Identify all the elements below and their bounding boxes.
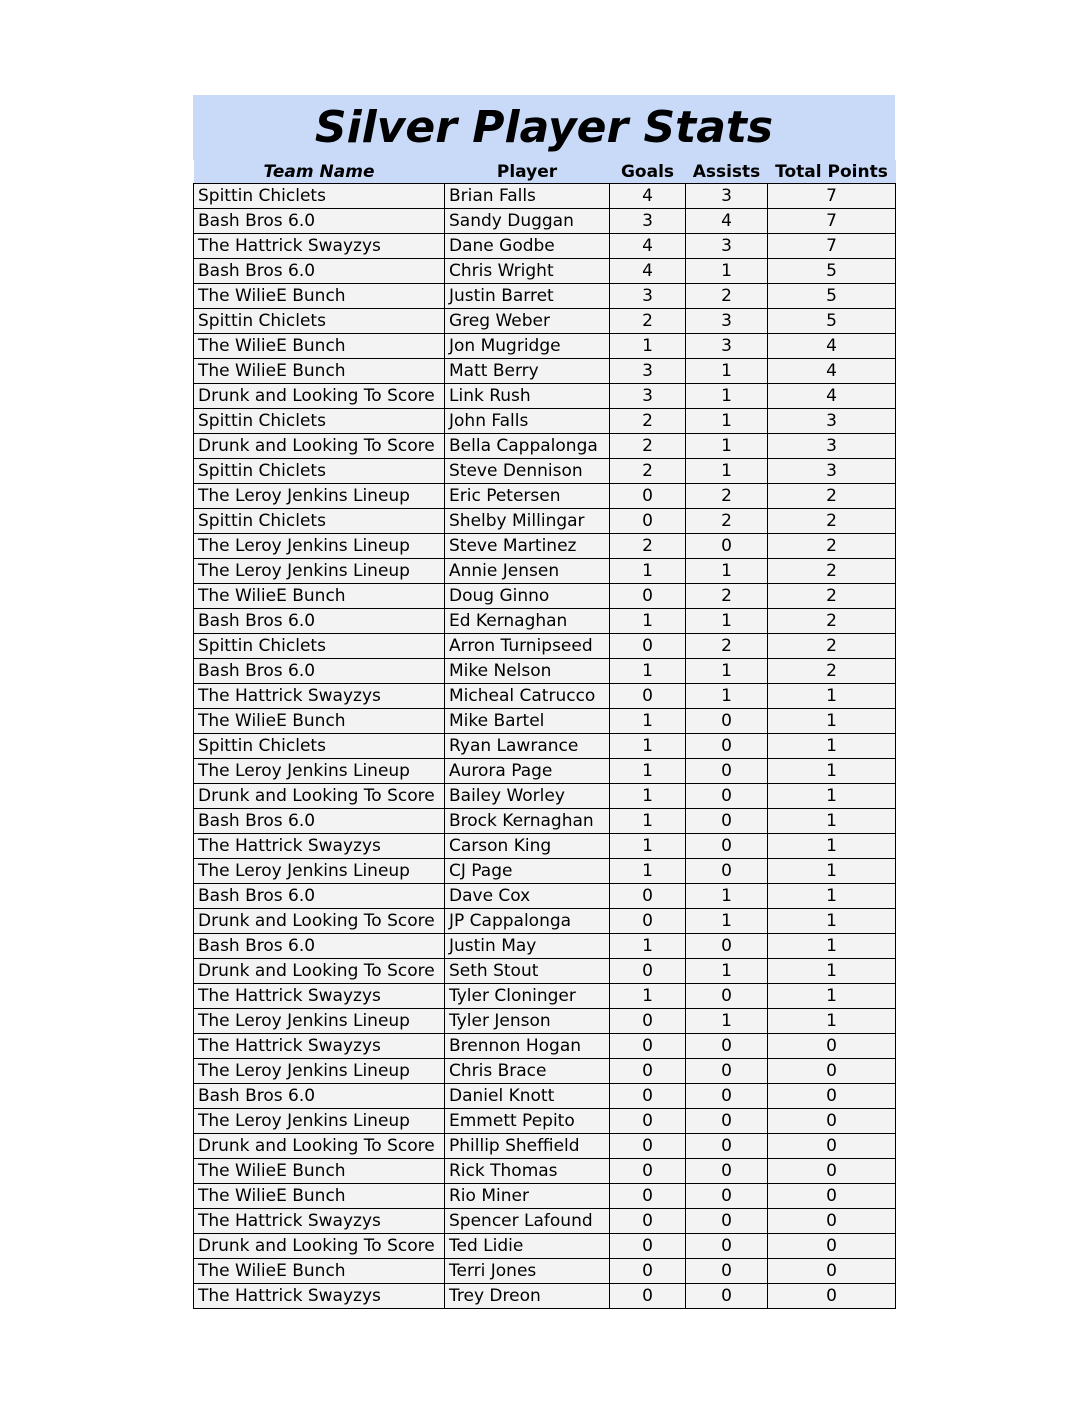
assists-cell[interactable]: 0 [686, 1034, 768, 1059]
team-cell[interactable]: Bash Bros 6.0 [194, 884, 445, 909]
table-row [194, 509, 896, 534]
total-points-cell[interactable]: 2 [768, 534, 896, 559]
table-row [194, 1109, 896, 1134]
team-cell[interactable]: The WilieE Bunch [194, 1259, 445, 1284]
table-row [194, 209, 896, 234]
stats-table [193, 160, 896, 1309]
table-row [194, 859, 896, 884]
player-cell[interactable]: Bella Cappalonga [445, 434, 610, 459]
assists-cell[interactable]: 1 [686, 259, 768, 284]
table-row [194, 1059, 896, 1084]
player-cell[interactable]: Tyler Jenson [445, 1009, 610, 1034]
assists-cell[interactable]: 0 [686, 934, 768, 959]
goals-cell[interactable]: 0 [610, 484, 686, 509]
table-row [194, 1234, 896, 1259]
table-row [194, 434, 896, 459]
team-cell[interactable]: The WilieE Bunch [194, 1159, 445, 1184]
assists-cell[interactable]: 3 [686, 234, 768, 259]
player-cell[interactable]: Tyler Cloninger [445, 984, 610, 1009]
player-cell[interactable]: Chris Wright [445, 259, 610, 284]
assists-cell[interactable]: 1 [686, 609, 768, 634]
player-cell[interactable]: Ted Lidie [445, 1234, 610, 1259]
team-cell[interactable]: The Leroy Jenkins Lineup [194, 559, 445, 584]
player-cell[interactable]: Brennon Hogan [445, 1034, 610, 1059]
goals-cell[interactable]: 1 [610, 784, 686, 809]
goals-cell[interactable]: 4 [610, 184, 686, 209]
team-cell[interactable]: The WilieE Bunch [194, 584, 445, 609]
team-cell[interactable]: Drunk and Looking To Score [194, 784, 445, 809]
goals-cell[interactable]: 0 [610, 1259, 686, 1284]
team-cell[interactable]: The Leroy Jenkins Lineup [194, 484, 445, 509]
total-points-cell[interactable]: 1 [768, 759, 896, 784]
team-cell[interactable]: Spittin Chiclets [194, 309, 445, 334]
goals-cell[interactable]: 2 [610, 434, 686, 459]
assists-cell[interactable]: 0 [686, 784, 768, 809]
header-row [194, 160, 896, 184]
assists-cell[interactable]: 0 [686, 1234, 768, 1259]
assists-cell[interactable]: 2 [686, 634, 768, 659]
goals-cell[interactable]: 1 [610, 859, 686, 884]
team-cell[interactable]: Spittin Chiclets [194, 509, 445, 534]
goals-cell[interactable]: 0 [610, 584, 686, 609]
player-cell[interactable]: Ryan Lawrance [445, 734, 610, 759]
team-cell[interactable]: The Hattrick Swayzys [194, 1034, 445, 1059]
player-cell[interactable]: Daniel Knott [445, 1084, 610, 1109]
table-row [194, 659, 896, 684]
goals-cell[interactable]: 0 [610, 684, 686, 709]
goals-cell[interactable]: 1 [610, 659, 686, 684]
player-cell[interactable]: Spencer Lafound [445, 1209, 610, 1234]
player-cell[interactable]: Dave Cox [445, 884, 610, 909]
total-points-cell[interactable]: 1 [768, 809, 896, 834]
team-cell[interactable]: The Hattrick Swayzys [194, 984, 445, 1009]
team-cell[interactable]: Drunk and Looking To Score [194, 959, 445, 984]
table-row [194, 484, 896, 509]
table-row [194, 959, 896, 984]
team-cell[interactable]: The Leroy Jenkins Lineup [194, 1009, 445, 1034]
total-points-cell[interactable]: 5 [768, 259, 896, 284]
team-cell[interactable]: Bash Bros 6.0 [194, 659, 445, 684]
total-points-cell[interactable]: 2 [768, 659, 896, 684]
total-points-cell[interactable]: 0 [768, 1134, 896, 1159]
goals-cell[interactable]: 1 [610, 709, 686, 734]
table-row [194, 284, 896, 309]
total-points-cell[interactable]: 1 [768, 984, 896, 1009]
table-row [194, 1184, 896, 1209]
table-row [194, 759, 896, 784]
team-cell[interactable]: The WilieE Bunch [194, 1184, 445, 1209]
assists-cell[interactable]: 1 [686, 384, 768, 409]
stats-sheet [193, 95, 895, 1309]
player-cell[interactable]: Mike Bartel [445, 709, 610, 734]
total-points-cell[interactable]: 0 [768, 1234, 896, 1259]
team-cell[interactable]: The Leroy Jenkins Lineup [194, 759, 445, 784]
total-points-cell[interactable]: 1 [768, 909, 896, 934]
player-cell[interactable]: Shelby Millingar [445, 509, 610, 534]
team-cell[interactable]: Drunk and Looking To Score [194, 384, 445, 409]
player-cell[interactable]: Doug Ginno [445, 584, 610, 609]
total-points-cell[interactable]: 1 [768, 709, 896, 734]
team-cell[interactable]: The WilieE Bunch [194, 359, 445, 384]
team-cell[interactable]: The Leroy Jenkins Lineup [194, 1059, 445, 1084]
total-points-cell[interactable]: 1 [768, 1009, 896, 1034]
total-points-cell[interactable]: 2 [768, 584, 896, 609]
assists-cell[interactable]: 3 [686, 184, 768, 209]
player-cell[interactable]: Steve Dennison [445, 459, 610, 484]
assists-cell[interactable]: 1 [686, 884, 768, 909]
team-cell[interactable]: Bash Bros 6.0 [194, 809, 445, 834]
team-cell[interactable]: Bash Bros 6.0 [194, 259, 445, 284]
table-row [194, 1209, 896, 1234]
player-cell[interactable]: Mike Nelson [445, 659, 610, 684]
assists-cell[interactable]: 2 [686, 484, 768, 509]
player-cell[interactable]: Ed Kernaghan [445, 609, 610, 634]
total-points-cell[interactable]: 0 [768, 1034, 896, 1059]
team-cell[interactable]: Spittin Chiclets [194, 184, 445, 209]
player-cell[interactable]: Bailey Worley [445, 784, 610, 809]
assists-cell[interactable]: 0 [686, 859, 768, 884]
goals-cell[interactable]: 0 [610, 1109, 686, 1134]
table-row [194, 309, 896, 334]
table-row [194, 559, 896, 584]
team-cell[interactable]: Bash Bros 6.0 [194, 609, 445, 634]
player-cell[interactable]: Brian Falls [445, 184, 610, 209]
goals-cell[interactable]: 0 [610, 509, 686, 534]
table-row [194, 1134, 896, 1159]
table-row [194, 834, 896, 859]
team-cell[interactable]: Spittin Chiclets [194, 409, 445, 434]
total-points-cell[interactable]: 7 [768, 234, 896, 259]
assists-cell[interactable]: 0 [686, 1059, 768, 1084]
goals-cell[interactable]: 2 [610, 309, 686, 334]
assists-cell[interactable]: 0 [686, 1284, 768, 1309]
assists-cell[interactable]: 2 [686, 284, 768, 309]
assists-cell[interactable]: 2 [686, 584, 768, 609]
goals-cell[interactable]: 0 [610, 1009, 686, 1034]
goals-cell[interactable]: 0 [610, 959, 686, 984]
total-points-cell[interactable]: 4 [768, 384, 896, 409]
goals-cell[interactable]: 1 [610, 559, 686, 584]
total-points-cell[interactable]: 3 [768, 434, 896, 459]
goals-cell[interactable]: 1 [610, 759, 686, 784]
total-points-cell[interactable]: 2 [768, 509, 896, 534]
total-points-cell[interactable]: 1 [768, 784, 896, 809]
total-points-cell[interactable]: 1 [768, 959, 896, 984]
table-row [194, 709, 896, 734]
player-cell[interactable]: Aurora Page [445, 759, 610, 784]
player-cell[interactable]: Justin May [445, 934, 610, 959]
team-cell[interactable]: The Hattrick Swayzys [194, 234, 445, 259]
assists-cell[interactable]: 1 [686, 909, 768, 934]
player-cell[interactable]: Brock Kernaghan [445, 809, 610, 834]
assists-cell[interactable]: 4 [686, 209, 768, 234]
table-row [194, 884, 896, 909]
total-points-cell[interactable]: 0 [768, 1084, 896, 1109]
goals-cell[interactable]: 3 [610, 384, 686, 409]
player-cell[interactable]: Emmett Pepito [445, 1109, 610, 1134]
assists-cell[interactable]: 0 [686, 1184, 768, 1209]
goals-cell[interactable]: 1 [610, 734, 686, 759]
table-row [194, 809, 896, 834]
assists-cell[interactable]: 2 [686, 509, 768, 534]
total-points-cell[interactable]: 4 [768, 334, 896, 359]
goals-cell[interactable]: 0 [610, 1209, 686, 1234]
assists-cell[interactable]: 0 [686, 734, 768, 759]
player-cell[interactable]: Justin Barret [445, 284, 610, 309]
team-cell[interactable]: Drunk and Looking To Score [194, 1134, 445, 1159]
total-points-cell[interactable]: 1 [768, 859, 896, 884]
goals-cell[interactable]: 1 [610, 334, 686, 359]
assists-cell[interactable]: 1 [686, 959, 768, 984]
total-points-cell[interactable]: 0 [768, 1059, 896, 1084]
table-row [194, 1284, 896, 1309]
goals-cell[interactable]: 0 [610, 1234, 686, 1259]
assists-cell[interactable]: 0 [686, 1159, 768, 1184]
total-points-cell[interactable]: 2 [768, 609, 896, 634]
page-title: Silver Player Stats [193, 95, 895, 160]
table-row [194, 384, 896, 409]
goals-cell[interactable]: 1 [610, 609, 686, 634]
goals-cell[interactable]: 1 [610, 984, 686, 1009]
table-row [194, 784, 896, 809]
team-cell[interactable]: Drunk and Looking To Score [194, 434, 445, 459]
total-points-cell[interactable]: 3 [768, 459, 896, 484]
player-cell[interactable]: Sandy Duggan [445, 209, 610, 234]
table-row [194, 334, 896, 359]
total-points-cell[interactable]: 0 [768, 1159, 896, 1184]
goals-cell[interactable]: 2 [610, 534, 686, 559]
player-cell[interactable]: John Falls [445, 409, 610, 434]
goals-cell[interactable]: 0 [610, 1084, 686, 1109]
total-points-cell[interactable]: 1 [768, 734, 896, 759]
column-header-assists: Assists [686, 160, 768, 184]
column-header-goals: Goals [610, 160, 686, 184]
assists-cell[interactable]: 1 [686, 434, 768, 459]
assists-cell[interactable]: 1 [686, 409, 768, 434]
team-cell[interactable]: The WilieE Bunch [194, 334, 445, 359]
column-header-player: Player [445, 160, 610, 184]
assists-cell[interactable]: 0 [686, 1109, 768, 1134]
assists-cell[interactable]: 0 [686, 709, 768, 734]
assists-cell[interactable]: 0 [686, 1084, 768, 1109]
table-row [194, 1084, 896, 1109]
assists-cell[interactable]: 1 [686, 359, 768, 384]
goals-cell[interactable]: 0 [610, 634, 686, 659]
total-points-cell[interactable]: 0 [768, 1184, 896, 1209]
team-cell[interactable]: Drunk and Looking To Score [194, 909, 445, 934]
table-row [194, 234, 896, 259]
table-row [194, 534, 896, 559]
goals-cell[interactable]: 0 [610, 1134, 686, 1159]
player-cell[interactable]: CJ Page [445, 859, 610, 884]
goals-cell[interactable]: 0 [610, 909, 686, 934]
player-cell[interactable]: Matt Berry [445, 359, 610, 384]
goals-cell[interactable]: 3 [610, 359, 686, 384]
assists-cell[interactable]: 0 [686, 759, 768, 784]
table-row [194, 359, 896, 384]
table-row [194, 984, 896, 1009]
table-row [194, 684, 896, 709]
assists-cell[interactable]: 0 [686, 809, 768, 834]
player-cell[interactable]: Dane Godbe [445, 234, 610, 259]
total-points-cell[interactable]: 1 [768, 834, 896, 859]
goals-cell[interactable]: 0 [610, 1159, 686, 1184]
table-row [194, 734, 896, 759]
table-row [194, 609, 896, 634]
team-cell[interactable]: The WilieE Bunch [194, 284, 445, 309]
assists-cell[interactable]: 1 [686, 659, 768, 684]
goals-cell[interactable]: 0 [610, 1284, 686, 1309]
total-points-cell[interactable]: 2 [768, 559, 896, 584]
table-row [194, 909, 896, 934]
goals-cell[interactable]: 0 [610, 884, 686, 909]
column-header-total-points: Total Points [768, 160, 896, 184]
table-row [194, 634, 896, 659]
assists-cell[interactable]: 0 [686, 1259, 768, 1284]
team-cell[interactable]: The WilieE Bunch [194, 709, 445, 734]
player-cell[interactable]: Seth Stout [445, 959, 610, 984]
goals-cell[interactable]: 4 [610, 234, 686, 259]
total-points-cell[interactable]: 0 [768, 1209, 896, 1234]
total-points-cell[interactable]: 5 [768, 284, 896, 309]
assists-cell[interactable]: 0 [686, 984, 768, 1009]
team-cell[interactable]: Spittin Chiclets [194, 459, 445, 484]
assists-cell[interactable]: 1 [686, 684, 768, 709]
total-points-cell[interactable]: 2 [768, 484, 896, 509]
table-row [194, 1034, 896, 1059]
team-cell[interactable]: The Hattrick Swayzys [194, 684, 445, 709]
team-cell[interactable]: The Hattrick Swayzys [194, 834, 445, 859]
table-row [194, 584, 896, 609]
player-cell[interactable]: Arron Turnipseed [445, 634, 610, 659]
total-points-cell[interactable]: 0 [768, 1259, 896, 1284]
column-header-team: Team Name [194, 160, 445, 184]
total-points-cell[interactable]: 1 [768, 934, 896, 959]
player-cell[interactable]: Chris Brace [445, 1059, 610, 1084]
table-row [194, 184, 896, 209]
total-points-cell[interactable]: 0 [768, 1109, 896, 1134]
player-cell[interactable]: Phillip Sheffield [445, 1134, 610, 1159]
goals-cell[interactable]: 2 [610, 409, 686, 434]
player-cell[interactable]: Terri Jones [445, 1259, 610, 1284]
total-points-cell[interactable]: 1 [768, 684, 896, 709]
total-points-cell[interactable]: 0 [768, 1284, 896, 1309]
player-cell[interactable]: Link Rush [445, 384, 610, 409]
goals-cell[interactable]: 1 [610, 809, 686, 834]
player-cell[interactable]: Steve Martinez [445, 534, 610, 559]
total-points-cell[interactable]: 7 [768, 184, 896, 209]
team-cell[interactable]: The Hattrick Swayzys [194, 1284, 445, 1309]
player-cell[interactable]: Greg Weber [445, 309, 610, 334]
assists-cell[interactable]: 1 [686, 459, 768, 484]
team-cell[interactable]: Bash Bros 6.0 [194, 209, 445, 234]
goals-cell[interactable]: 0 [610, 1034, 686, 1059]
player-cell[interactable]: Micheal Catrucco [445, 684, 610, 709]
team-cell[interactable]: Bash Bros 6.0 [194, 934, 445, 959]
team-cell[interactable]: The Leroy Jenkins Lineup [194, 1109, 445, 1134]
player-cell[interactable]: Trey Dreon [445, 1284, 610, 1309]
assists-cell[interactable]: 0 [686, 1209, 768, 1234]
player-cell[interactable]: Eric Petersen [445, 484, 610, 509]
player-cell[interactable]: Annie Jensen [445, 559, 610, 584]
total-points-cell[interactable]: 7 [768, 209, 896, 234]
assists-cell[interactable]: 1 [686, 559, 768, 584]
table-body [194, 184, 896, 1309]
total-points-cell[interactable]: 5 [768, 309, 896, 334]
goals-cell[interactable]: 1 [610, 834, 686, 859]
goals-cell[interactable]: 0 [610, 1184, 686, 1209]
team-cell[interactable]: The Leroy Jenkins Lineup [194, 859, 445, 884]
team-cell[interactable]: The Hattrick Swayzys [194, 1209, 445, 1234]
goals-cell[interactable]: 3 [610, 209, 686, 234]
player-cell[interactable]: Jon Mugridge [445, 334, 610, 359]
assists-cell[interactable]: 0 [686, 1134, 768, 1159]
assists-cell[interactable]: 1 [686, 1009, 768, 1034]
team-cell[interactable]: Bash Bros 6.0 [194, 1084, 445, 1109]
assists-cell[interactable]: 3 [686, 334, 768, 359]
goals-cell[interactable]: 3 [610, 284, 686, 309]
total-points-cell[interactable]: 2 [768, 634, 896, 659]
player-cell[interactable]: Rick Thomas [445, 1159, 610, 1184]
player-cell[interactable]: JP Cappalonga [445, 909, 610, 934]
goals-cell[interactable]: 1 [610, 934, 686, 959]
team-cell[interactable]: Spittin Chiclets [194, 634, 445, 659]
player-cell[interactable]: Rio Miner [445, 1184, 610, 1209]
team-cell[interactable]: Drunk and Looking To Score [194, 1234, 445, 1259]
goals-cell[interactable]: 2 [610, 459, 686, 484]
goals-cell[interactable]: 4 [610, 259, 686, 284]
total-points-cell[interactable]: 4 [768, 359, 896, 384]
table-row [194, 1159, 896, 1184]
table-row [194, 1009, 896, 1034]
assists-cell[interactable]: 0 [686, 534, 768, 559]
player-cell[interactable]: Carson King [445, 834, 610, 859]
table-row [194, 459, 896, 484]
table-row [194, 409, 896, 434]
total-points-cell[interactable]: 1 [768, 884, 896, 909]
total-points-cell[interactable]: 3 [768, 409, 896, 434]
assists-cell[interactable]: 0 [686, 834, 768, 859]
table-row [194, 1259, 896, 1284]
team-cell[interactable]: Spittin Chiclets [194, 734, 445, 759]
team-cell[interactable]: The Leroy Jenkins Lineup [194, 534, 445, 559]
assists-cell[interactable]: 3 [686, 309, 768, 334]
table-row [194, 259, 896, 284]
goals-cell[interactable]: 0 [610, 1059, 686, 1084]
table-row [194, 934, 896, 959]
